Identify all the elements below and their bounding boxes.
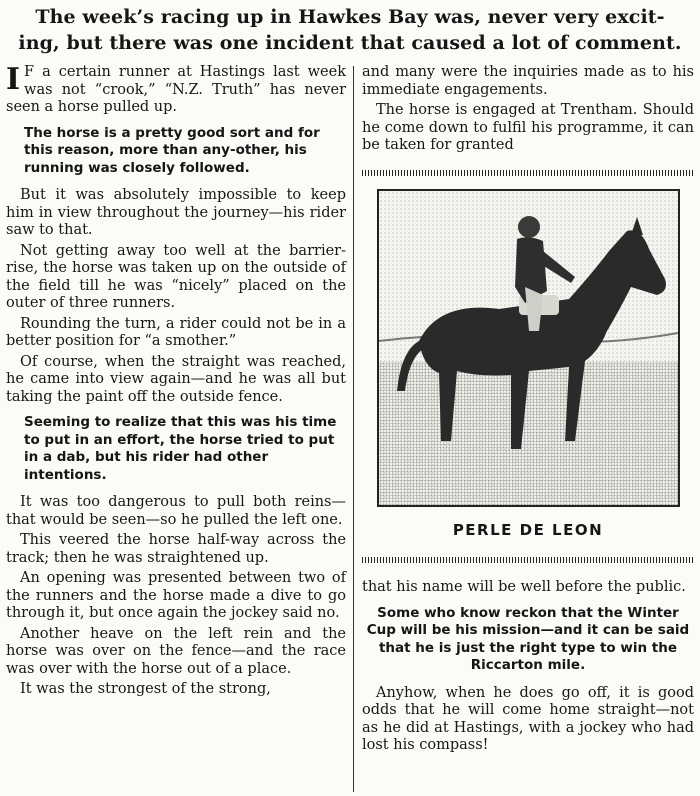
article-paragraph: Rounding the turn, a rider could not be in a better position for “a smother.” [6, 315, 346, 349]
headline [6, 4, 694, 56]
horse-photo [377, 189, 680, 507]
article-paragraph: Another heave on the left rein and the horse was over on the fence—and the race was over with the horse out of a place. [6, 625, 346, 677]
article-paragraph: that his name will be well before the public. [362, 579, 686, 595]
hatched-rule-top [362, 170, 694, 176]
article-paragraph: But it was absolutely impossible to keep him in view throughout the journey—his rider saw to that. [6, 187, 346, 238]
article-paragraph: The horse is engaged at Trentham. Should he come down to fulfil his programme, it can be taken for granted [362, 102, 694, 153]
bold-callout: The horse is a pretty good sort and for this reason, more than any-other, his running was closely followed. [24, 124, 320, 176]
bold-callout: Some who know reckon that the Winter Cup will be his mission—and it can be said that he is just the right type to win the Riccarton mile. [366, 604, 690, 673]
article-paragraph: This veered the horse half-way across the track; then he was straightened up. [6, 532, 346, 566]
article-paragraph: It was the strongest of the strong, [20, 681, 271, 697]
hatched-rule-bottom [362, 557, 694, 563]
photo-caption: PERLE DE LEON [452, 521, 604, 539]
article-paragraph: Of course, when the straight was reached, he came into view again—and he was all but taking the paint off the outside fence. [6, 353, 346, 405]
article-paragraph: It was too dangerous to pull both reins—that would be seen—so he pulled the left one. [6, 494, 346, 528]
article-paragraph: and many were the inquiries made as to his immediate engagements. [362, 64, 694, 98]
column-divider [353, 66, 354, 792]
right-column-top [362, 64, 694, 158]
article-paragraph: IF a certain runner at Hastings last week was not “crook,” “N.Z. Truth” has never seen a horse pulled up. [6, 62, 346, 115]
right-column-bottom [362, 579, 694, 758]
article-paragraph: Anyhow, when he does go off, it is good odds that he will come home straight—not as he did at Hastings, with a jockey who had lost his compass! [362, 684, 694, 753]
bold-callout: Seeming to realize that this was his time to put in an effort, the horse tried to put in a dab, but his rider had other intentions. [24, 414, 337, 483]
horse-jockey-illustration [379, 191, 678, 505]
headline-line-1: The week’s racing up in Hawkes Bay was, never very excit- [35, 6, 665, 28]
article-paragraph: An opening was presented between two of the runners and the horse made a dive to go through it, but once again the jockey said no. [6, 570, 346, 621]
headline-line-2: ing, but there was one incident that caused a lot of comment. [18, 32, 682, 54]
left-column [6, 64, 346, 702]
article-paragraph: Not getting away too well at the barrier-rise, the horse was taken up on the outside of the field till he was “nicely” placed on the outer of three runners. [6, 242, 346, 311]
